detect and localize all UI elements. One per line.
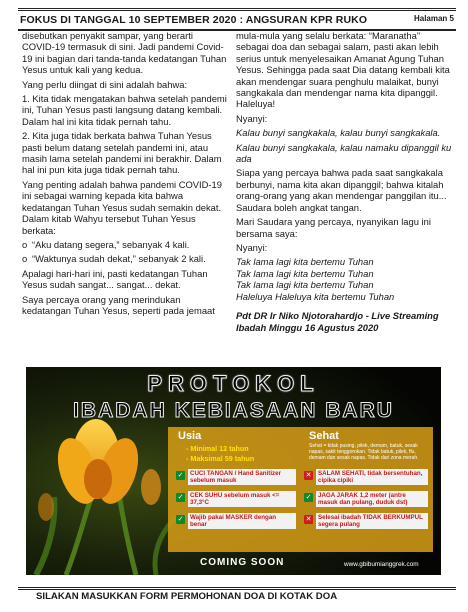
check-icon: ✓: [177, 472, 184, 479]
bullet-icon: o: [22, 253, 28, 265]
usia-max: - Maksimal 59 tahun: [186, 454, 255, 463]
rule-jaga-jarak: JAGA JARAK 1,2 meter (antre masuk dan pulang, duduk dst): [316, 491, 428, 507]
header-title: FOKUS DI TANGGAL 10 SEPTEMBER 2020 : ANGSURAN KPR RUKO: [20, 14, 368, 26]
rule-cuci-tangan: CUCI TANGAN / Hand Sanitizer sebelum masuk: [188, 469, 296, 485]
song-lyric: Kalau bunyi sangkakala, kalau bunyi sangkakala.: [236, 127, 441, 139]
paragraph: disebutkan penyakit sampar, yang berarti COVID-19 termasuk di sini. Jadi pandemi Covid-19 ini bagian dari tanda-tanda kedatangan Tuhan Yesus untuk kali yang kedua.: [22, 30, 227, 76]
bullet-icon: o: [22, 238, 28, 250]
bullet-item: o “Waktunya sudah dekat,” sebanyak 2 kali.: [22, 253, 206, 265]
usia-min: - Minimal 12 tahun: [186, 444, 249, 453]
paragraph: 2. Kita juga tidak berkata bahwa Tuhan Yesus pasti belum datang setelah pandemi ini, atau masih lama setelah pandemi ini berakhir. Dalam hal ini pun kita juga tidak pernah tahu.: [22, 130, 222, 176]
paragraph: Saya percaya orang yang merindukan kedatangan Tuhan Yesus, seperti pada jemaat: [22, 293, 215, 316]
poster-title: PROTOKOL: [147, 371, 320, 396]
paragraph: Nyanyi:: [236, 112, 268, 124]
song-lyric: Tak lama lagi kita bertemu Tuhan Tak lama lagi kita bertemu Tuhan Tak lama lagi kita bertemu Tuhan Haleluya Haleluya kita bertemu Tuhan: [236, 256, 395, 302]
bullet-item: o “Aku datang segera,” sebanyak 4 kali.: [22, 238, 190, 250]
paragraph: Apalagi hari-hari ini, pasti kedatangan Tuhan Yesus sudah sangat... sangat... dekat.: [22, 267, 208, 291]
paragraph: Mari Saudara yang percaya, nyanyikan lagu ini bersama saya:: [236, 216, 431, 239]
rule-salam: SALAM SEHATI, tidak bersentuhan, cipika cipiki: [316, 469, 428, 485]
coming-soon-label: COMING SOON: [200, 557, 285, 568]
left-column: [22, 30, 228, 319]
page-number: Halaman 5: [413, 14, 454, 23]
website-label: www.gbibumianggrek.com: [344, 561, 419, 568]
paragraph: 1. Kita tidak mengatakan bahwa setelah pandemi ini, Tuhan Yesus pasti langsung datang kembali. Dalam hal ini kita tidak pernah tahu.: [22, 93, 227, 127]
sehat-text: Sehat = tidak pusing, pilek, demam, batuk, sesak napas, sakit tenggorokan. Tidak batuk, pilek, flu, demam dan sesak napas. Tidak dari zona merah.: [309, 443, 419, 461]
paragraph: mula-mula yang selalu berkata: “Maranatha” sebagai doa dan sebagai salam, pasti akan lebih serius untuk menyelesaikan Amanat Agung Tuhan Yesus. Sehingga pada saat Dia datang kembali kita akan mendengar suara penghulu malaikat, bunyi sangkakala dan mendengar nama kita dipanggil. Haleluya!: [236, 30, 450, 110]
page-header: [18, 8, 456, 31]
check-icon: ✓: [177, 516, 184, 523]
paragraph: Yang perlu diingat di sini adalah bahwa:: [22, 78, 188, 90]
usia-heading: Usia: [178, 430, 202, 442]
sermon-source: Pdt DR Ir Niko Njotorahardjo - Live Streaming Ibadah Minggu 16 Agustus 2020: [236, 309, 439, 333]
paragraph: Yang penting adalah bahwa pandemi COVID-19 ini sebagai warning kepada kita bahwa kedatangan Tuhan Yesus sudah semakin dekat. Dalam kitab Wahyu tersebut Tuhan Yesus berkata:: [22, 178, 222, 236]
rule-cek-suhu: CEK SUHU sebelum masuk <= 37,3°C: [188, 491, 296, 507]
sehat-heading: Sehat: [309, 430, 339, 442]
check-icon: ✓: [177, 494, 184, 501]
rule-selesai: Selesai ibadah TIDAK BERKUMPUL segera pulang: [316, 513, 428, 529]
footer-text: SILAKAN MASUKKAN FORM PERMOHONAN DOA DI KOTAK DOA: [36, 591, 338, 602]
check-icon: ✓: [305, 494, 312, 501]
poster-subtitle: IBADAH KEBIASAAN BARU: [73, 399, 394, 422]
cross-icon: ✕: [305, 472, 312, 479]
page-footer: [18, 587, 456, 603]
cross-icon: ✕: [305, 516, 312, 523]
protocol-poster: [26, 367, 441, 575]
song-lyric: Kalau bunyi sangkakala, kalau namaku dipanggil ku ada: [236, 141, 452, 165]
rule-masker: Wajib pakai MASKER dengan benar: [188, 513, 296, 529]
paragraph: Siapa yang percaya bahwa pada saat sangkakala berbunyi, nama kita akan dipanggil; bahwa kitalah orang-orang yang akan mendengar panggilan itu... Saudara boleh angkat tangan.: [236, 167, 447, 213]
paragraph: Nyanyi:: [236, 241, 268, 253]
right-column: [236, 30, 452, 336]
